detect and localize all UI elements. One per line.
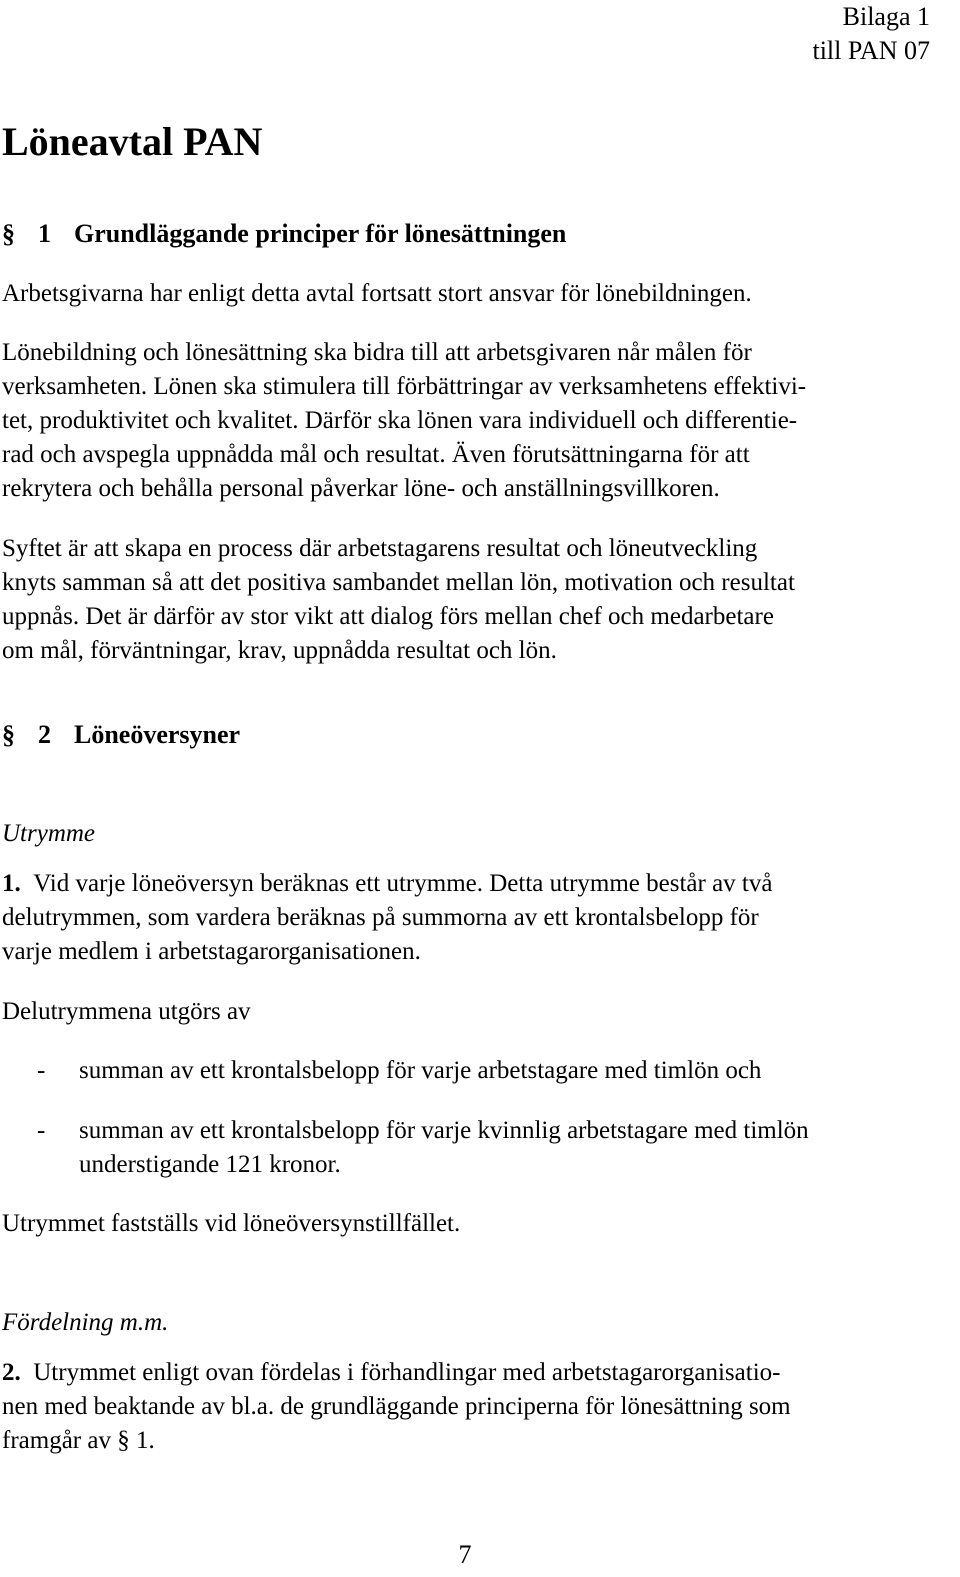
paragraph-line: delutrymmen, som vardera beräknas på summorna av ett krontalsbelopp för	[2, 904, 759, 931]
section-2-sign: §	[2, 720, 15, 749]
section-1-heading	[2, 217, 566, 251]
bullet-dash: -	[37, 1117, 46, 1144]
section-2-heading	[2, 718, 240, 752]
bullet-dash: -	[37, 1057, 46, 1084]
paragraph-line: om mål, förväntningar, krav, uppnådda resultat och lön.	[2, 637, 557, 664]
paragraph-line: knyts samman så att det positiva sambandet mellan lön, motivation och resultat	[2, 569, 795, 596]
paragraph-line	[2, 867, 947, 901]
paragraph-line: rad och avspegla uppnådda mål och resultat. Även förutsättningarna för att	[2, 441, 750, 468]
section-2-title: Löneöversyner	[74, 720, 241, 749]
item-2-number: 2.	[2, 1359, 21, 1386]
paragraph-wage-setting	[2, 336, 947, 506]
item-2-text: Utrymmet enligt ovan fördelas i förhandlingar med arbetstagarorganisatio-	[33, 1359, 781, 1386]
paragraph-line: framgår av § 1.	[2, 1427, 155, 1454]
attachment-label	[812, 0, 930, 68]
attachment-line-1: Bilaga 1	[842, 2, 930, 31]
section-1-sign: §	[2, 219, 15, 248]
paragraph-line: tet, produktivitet och kvalitet. Därför ska lönen vara individuell och differentie-	[2, 407, 798, 434]
paragraph-delutrymmen-intro: Delutrymmena utgörs av	[2, 998, 251, 1025]
list-item	[2, 1054, 947, 1088]
paragraph-line	[2, 1356, 947, 1390]
section-2-number: 2	[38, 720, 51, 749]
paragraph-line: nen med beaktande av bl.a. de grundläggande principerna för lönesättning som	[2, 1393, 791, 1420]
paragraph-line: Lönebildning och lönesättning ska bidra till att arbetsgivaren når målen för	[2, 339, 752, 366]
bullet-text: summan av ett krontalsbelopp för varje kvinnlig arbetstagare med timlön	[79, 1117, 809, 1144]
item-2-paragraph	[2, 1356, 947, 1458]
paragraph-line: varje medlem i arbetstagarorganisationen.	[2, 938, 421, 965]
paragraph-line: verksamheten. Lönen ska stimulera till förbättringar av verksamhetens effektivi-	[2, 373, 807, 400]
section-1-title: Grundläggande principer för lönesättningen	[74, 219, 567, 248]
section-1-number: 1	[38, 219, 51, 248]
item-1-text: Vid varje löneöversyn beräknas ett utrymme. Detta utrymme består av två	[33, 870, 773, 897]
item-1-number: 1.	[2, 870, 21, 897]
page-number: 7	[458, 1540, 472, 1569]
paragraph-faststalls: Utrymmet fastställs vid löneöversynstillfället.	[2, 1210, 461, 1237]
list-item	[2, 1114, 947, 1182]
paragraph-responsibility: Arbetsgivarna har enligt detta avtal fortsatt stort ansvar för lönebildningen.	[2, 280, 752, 307]
item-1-paragraph	[2, 867, 947, 969]
subheading-utrymme: Utrymme	[2, 820, 96, 847]
subheading-fordelning: Fördelning m.m.	[2, 1309, 169, 1336]
paragraph-line: rekrytera och behålla personal påverkar löne- och anställningsvillkoren.	[2, 475, 720, 502]
paragraph-line: Syftet är att skapa en process där arbetstagarens resultat och löneutveckling	[2, 535, 758, 562]
bullet-text: summan av ett krontalsbelopp för varje arbetstagare med timlön och	[79, 1057, 762, 1084]
bullet-text: understigande 121 kronor.	[79, 1151, 341, 1178]
attachment-line-2: till PAN 07	[812, 36, 930, 65]
paragraph-line: uppnås. Det är därför av stor vikt att dialog förs mellan chef och medarbetare	[2, 603, 774, 630]
paragraph-purpose	[2, 532, 947, 668]
document-title: Löneavtal PAN	[2, 119, 263, 164]
